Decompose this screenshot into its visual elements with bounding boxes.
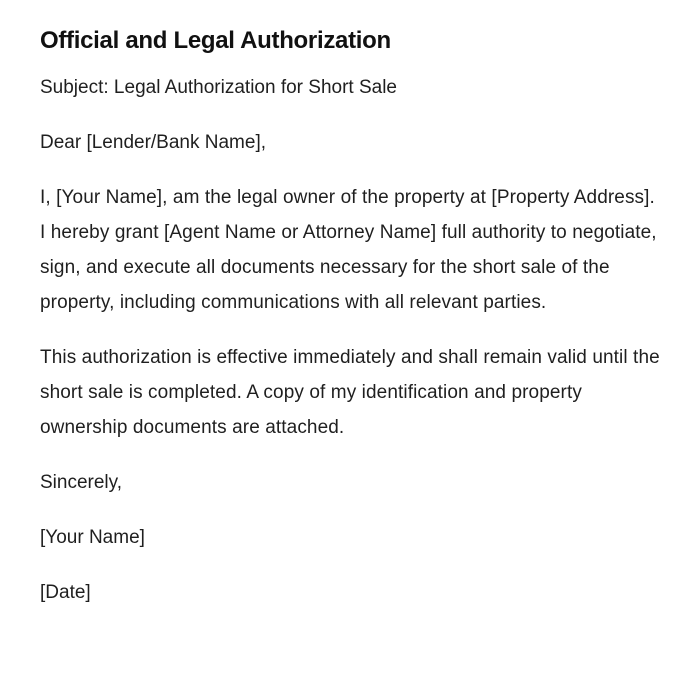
document-title: Official and Legal Authorization [40, 27, 391, 54]
subject-line: Subject: Legal Authorization for Short Sale [40, 77, 398, 98]
authorization-letter [40, 24, 660, 610]
signature-date: [Date] [40, 582, 91, 603]
salutation: Dear [Lender/Bank Name], [40, 132, 267, 153]
body-paragraph-validity: This authorization is effective immediately and shall remain valid until the short sale is completed. A copy of my identification and property ownership documents are attached. [40, 347, 660, 438]
signature-name: [Your Name] [40, 527, 145, 548]
body-paragraph-authority: I, [Your Name], am the legal owner of the property at [Property Address]. I hereby grant [Agent Name or Attorney Name] full authority to negotiate, sign, and execute all documents necessary for the short sale of the property, including communications with all relevant parties. [40, 187, 657, 313]
closing: Sincerely, [40, 472, 123, 493]
